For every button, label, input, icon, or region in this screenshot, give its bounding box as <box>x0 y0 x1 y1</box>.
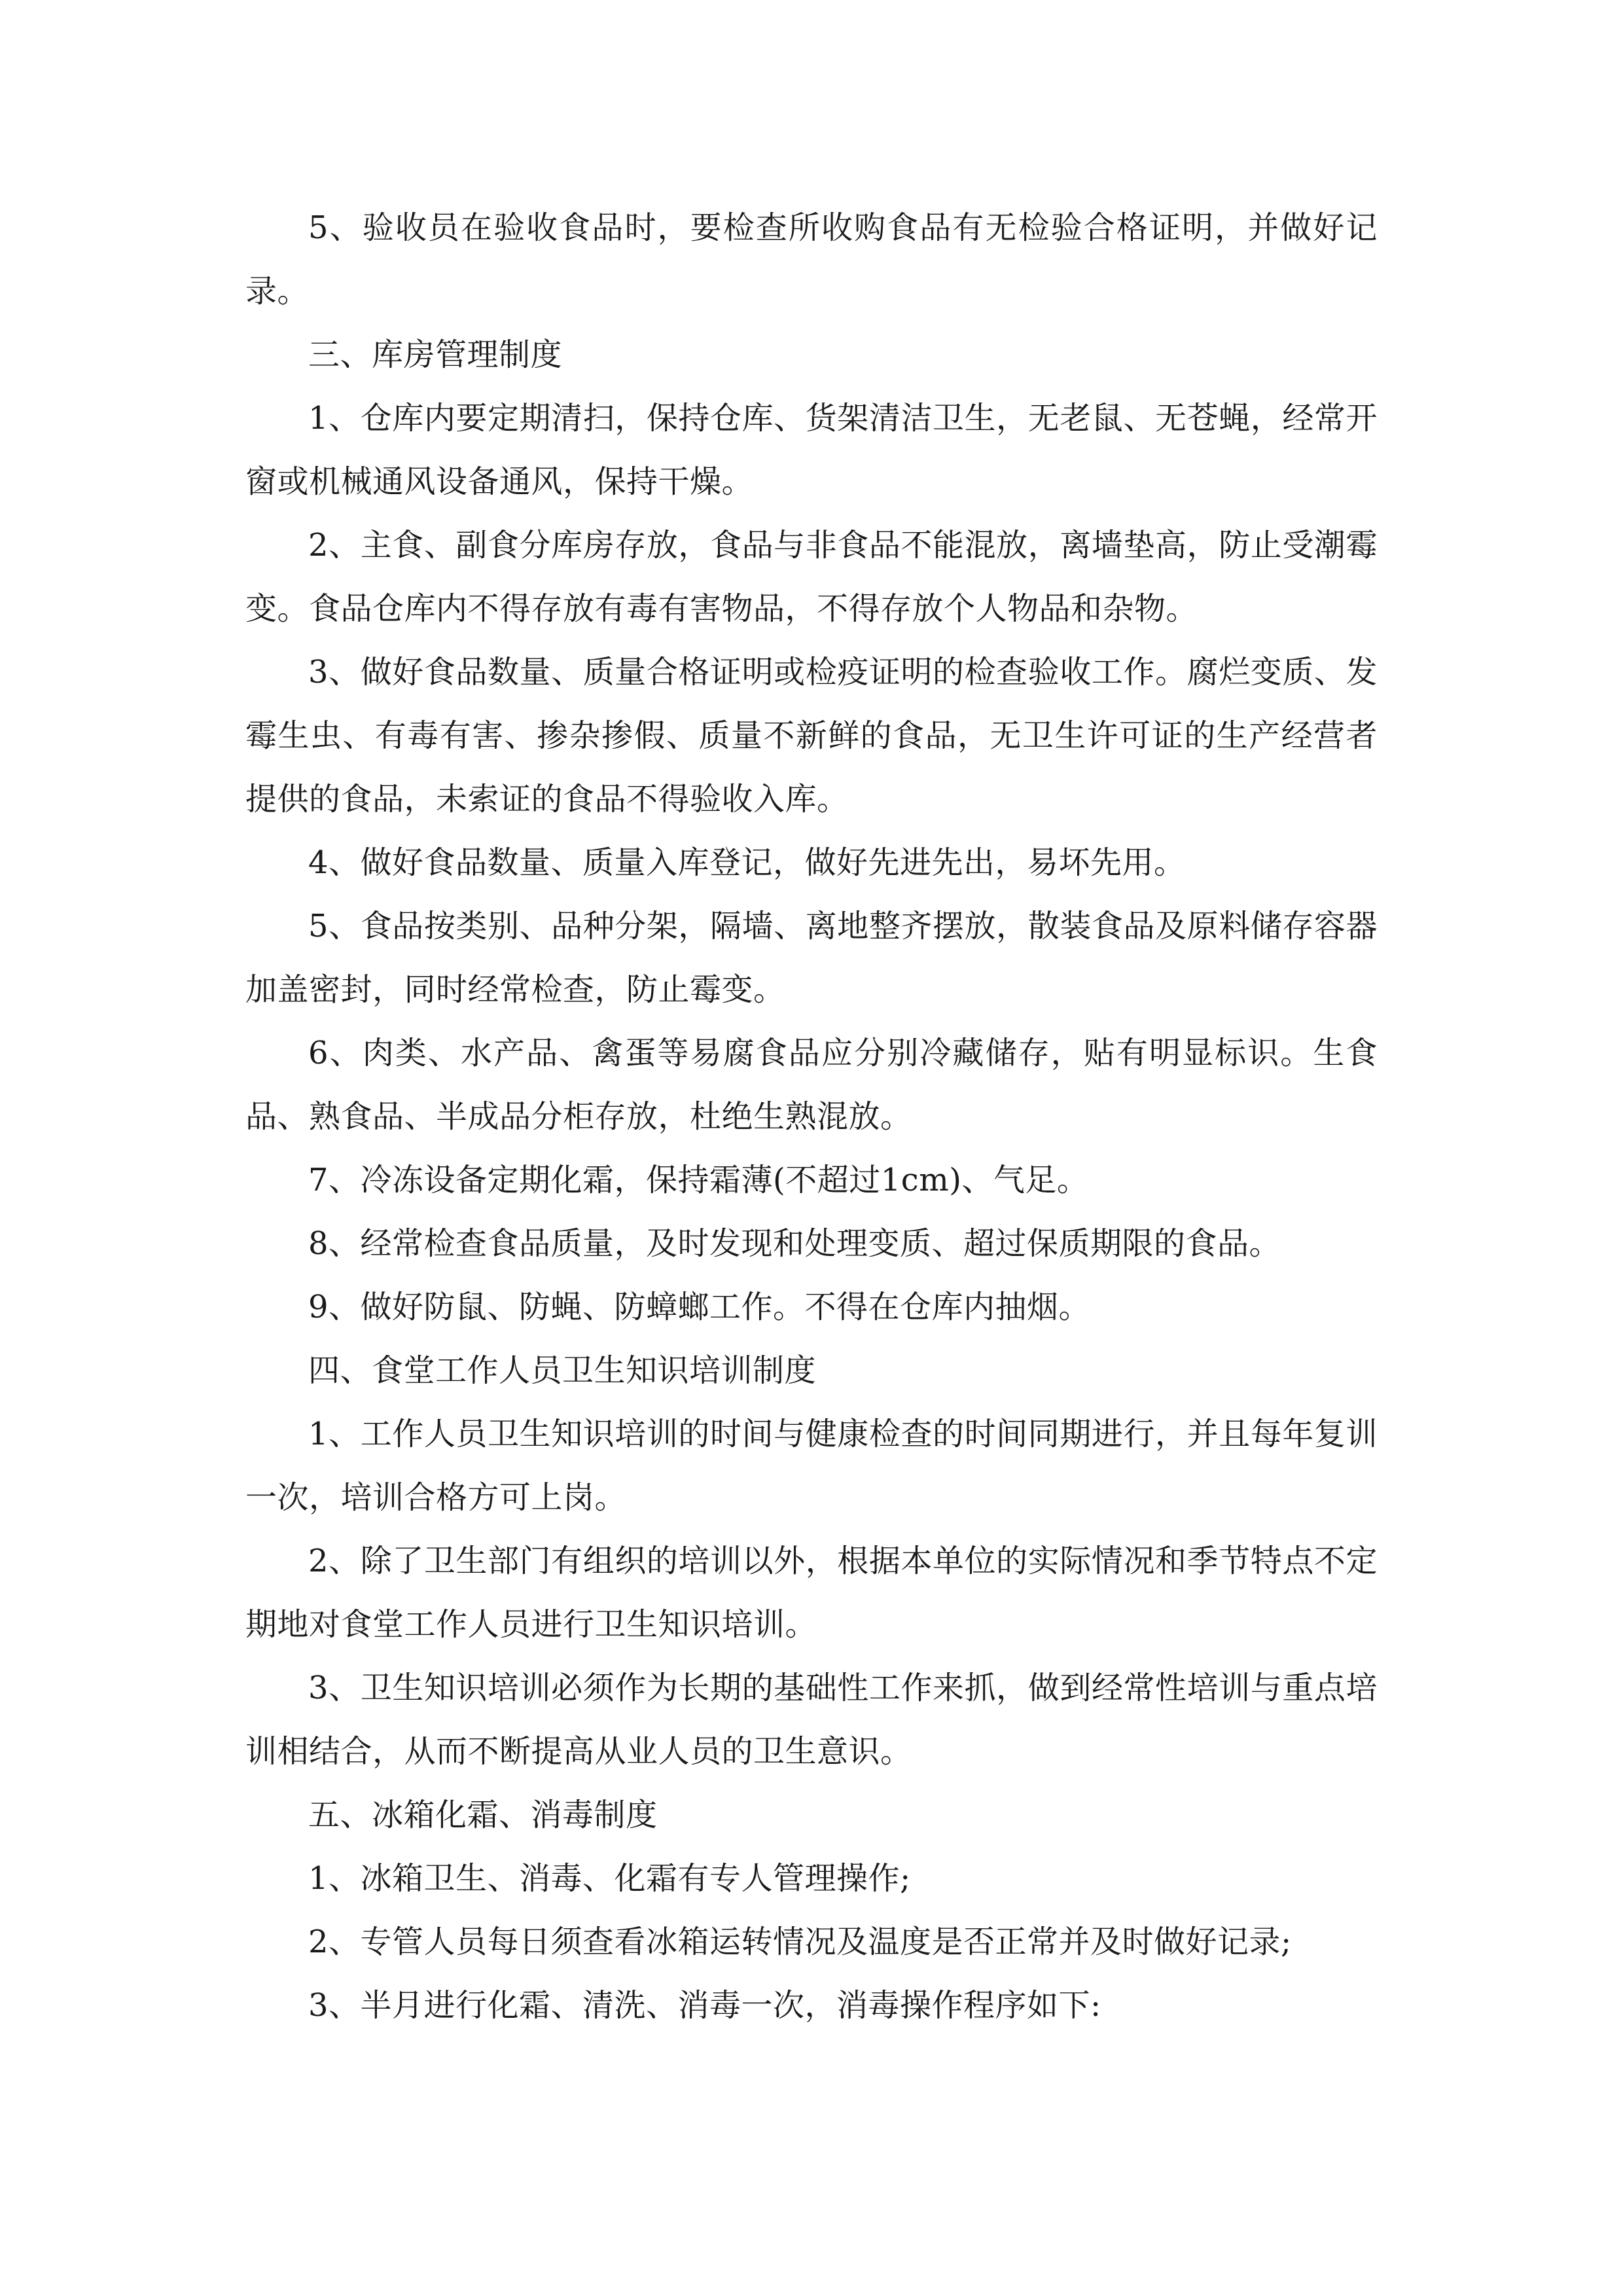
paragraph-warehouse-6: 6、肉类、水产品、禽蛋等易腐食品应分别冷藏储存，贴有明显标识。生食品、熟食品、半成品分柜存放，杜绝生熟混放。 <box>245 1035 1378 1135</box>
paragraph-warehouse-2: 2、主食、副食分库房存放，食品与非食品不能混放，离墙垫高，防止受潮霉变。食品仓库内不得存放有毒有害物品，不得存放个人物品和杂物。 <box>245 527 1378 627</box>
section-heading-warehouse: 三、库房管理制度 <box>308 336 563 373</box>
paragraph-warehouse-1: 1、仓库内要定期清扫，保持仓库、货架清洁卫生，无老鼠、无苍蝇，经常开窗或机械通风设备通风，保持干燥。 <box>245 400 1378 500</box>
document-body <box>245 196 1378 2037</box>
paragraph-warehouse-3: 3、做好食品数量、质量合格证明或检疫证明的检查验收工作。腐烂变质、发霉生虫、有毒有害、掺杂掺假、质量不新鲜的食品，无卫生许可证的生产经营者提供的食品，未索证的食品不得验收入库。 <box>245 654 1378 817</box>
paragraph-receiving-5: 5、验收员在验收食品时，要检查所收购食品有无检验合格证明，并做好记录。 <box>245 209 1378 310</box>
paragraph-warehouse-9: 9、做好防鼠、防蝇、防蟑螂工作。不得在仓库内抽烟。 <box>308 1289 1091 1325</box>
paragraph-refrigerator-2: 2、专管人员每日须查看冰箱运转情况及温度是否正常并及时做好记录; <box>308 1924 1292 1960</box>
paragraph-warehouse-8: 8、经常检查食品质量，及时发现和处理变质、超过保质期限的食品。 <box>308 1225 1281 1262</box>
section-heading-training: 四、食堂工作人员卫生知识培训制度 <box>308 1352 817 1389</box>
paragraph-refrigerator-1: 1、冰箱卫生、消毒、化霜有专人管理操作; <box>308 1860 911 1897</box>
paragraph-training-1: 1、工作人员卫生知识培训的时间与健康检查的时间同期进行，并且每年复训一次，培训合格方可上岗。 <box>245 1416 1378 1516</box>
paragraph-warehouse-5: 5、食品按类别、品种分架，隔墙、离地整齐摆放，散装食品及原料储存容器加盖密封，同时经常检查，防止霉变。 <box>245 908 1378 1008</box>
paragraph-warehouse-7: 7、冷冻设备定期化霜，保持霜薄(不超过1cm)、气足。 <box>308 1162 1089 1198</box>
paragraph-training-3: 3、卫生知识培训必须作为长期的基础性工作来抓，做到经常性培训与重点培训相结合，从而不断提高从业人员的卫生意识。 <box>245 1670 1378 1770</box>
paragraph-training-2: 2、除了卫生部门有组织的培训以外，根据本单位的实际情况和季节特点不定期地对食堂工作人员进行卫生知识培训。 <box>245 1543 1378 1643</box>
paragraph-refrigerator-3: 3、半月进行化霜、清洗、消毒一次，消毒操作程序如下: <box>308 1987 1101 2024</box>
section-heading-refrigerator: 五、冰箱化霜、消毒制度 <box>308 1797 658 1833</box>
paragraph-warehouse-4: 4、做好食品数量、质量入库登记，做好先进先出，易坏先用。 <box>308 844 1186 881</box>
